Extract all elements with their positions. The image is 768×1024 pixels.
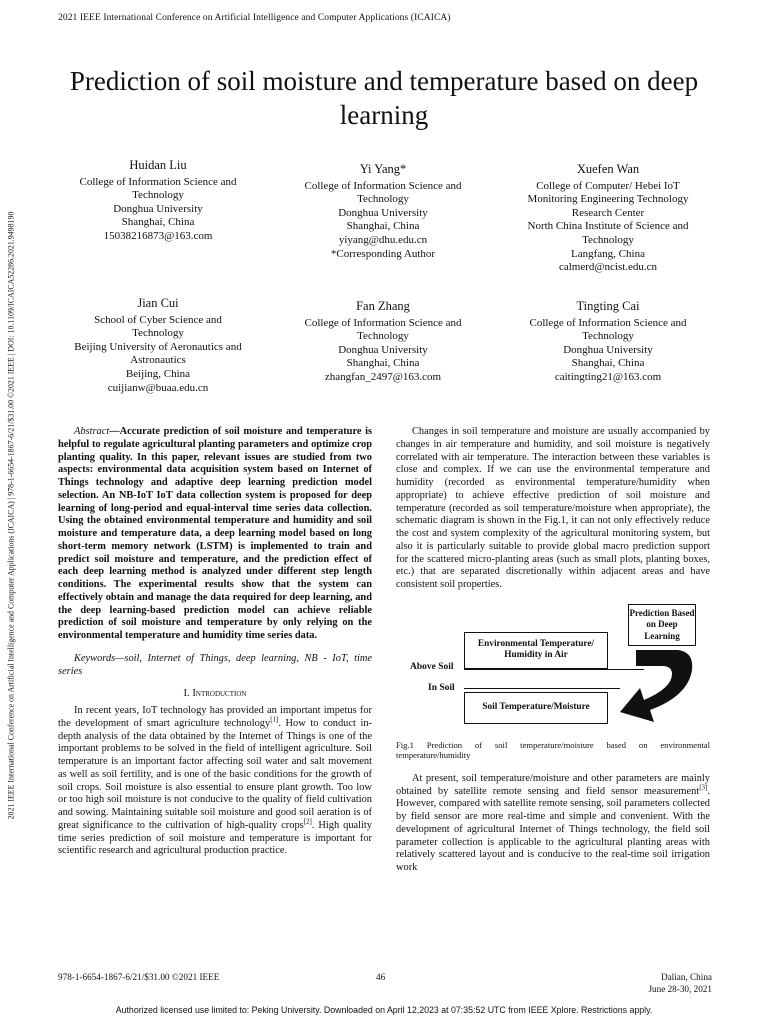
citation-ref[interactable]: [1] bbox=[270, 715, 279, 724]
page-number: 46 bbox=[376, 972, 386, 982]
author-affiliation-line: North China Institute of Science and bbox=[527, 220, 689, 233]
section-heading bbox=[58, 688, 372, 701]
author-email: yiyang@dhu.edu.cn bbox=[338, 233, 428, 246]
left-column bbox=[58, 426, 372, 858]
in-soil-label: In Soil bbox=[428, 682, 455, 693]
prediction-box: Prediction Based on Deep Learning bbox=[628, 604, 696, 646]
author-affiliation-line: Research Center bbox=[571, 206, 645, 219]
author-block bbox=[273, 300, 493, 385]
abstract-dash: — bbox=[109, 426, 120, 437]
prediction-arrow-icon bbox=[606, 644, 702, 734]
abstract bbox=[58, 426, 372, 643]
author-email: calmerd@ncist.edu.cn bbox=[558, 261, 658, 274]
footer-location: Dalian, China bbox=[660, 972, 712, 982]
author-block bbox=[498, 163, 718, 275]
author-affiliation-line: Shanghai, China bbox=[121, 216, 195, 229]
author-affiliation-line: College of Computer/ Hebei IoT bbox=[536, 179, 680, 192]
intro-paragraph bbox=[58, 705, 372, 858]
footer-venue bbox=[648, 971, 712, 995]
author-affiliation-line: College of Information Science and bbox=[304, 179, 462, 192]
body-paragraph: Changes in soil temperature and moisture are usually accompanied by changes in air temperature and humidity, and soil moisture is negatively correlated with air temperature. The interaction between these variables is close and complex. If we can use the environmental temperature and humidity (recorded as environmental temperature/humidity when appropriate) to achieve effective prediction of soil moisture and temperature (recorded as soil temperature/moisture when appropriate), the schematic diagram is shown in the Fig.1, it can not only effectively reduce the cost and system complexity of the agricultural monitoring system, but also it is particularly suitable to provide global macro prediction support for the scattered micro-planting areas (such as small plots, planting boxes, etc.) that are separated discretionally within adjacent areas and have consistent soil properties. bbox=[396, 426, 710, 590]
citation-ref[interactable]: [2] bbox=[303, 817, 312, 826]
citation-ref[interactable]: [3] bbox=[699, 783, 708, 792]
author-affiliation-line: Technology bbox=[582, 330, 634, 343]
footer-date: June 28-30, 2021 bbox=[648, 984, 712, 994]
author-affiliation-line: School of Cyber Science and bbox=[94, 313, 222, 326]
right-column bbox=[396, 426, 710, 875]
author-affiliation-line: Beijing, China bbox=[125, 367, 191, 380]
author-email: caitingting21@163.com bbox=[554, 370, 662, 383]
doi-side-text: 2021 IEEE International Conference on Artificial Intelligence and Computer Applications (ICAICA) | 978-1-6654-1867-6/21/$31.00 ©2021 IEEE | DOI: 10.1109/ICAICA52286.2021.9498190 bbox=[6, 211, 16, 819]
paper-title: Prediction of soil moisture and temperature based on deep learning bbox=[69, 66, 699, 130]
author-affiliation-line: Shanghai, China bbox=[346, 357, 420, 370]
author-affiliation-line: Technology bbox=[582, 233, 634, 246]
intro-text: . How to conduct in-depth analysis of the data obtained by the Internet of Things is one of the important problems to be solved in the field of intelligent agriculture. Soil temperature is an important factor affecting soil water and salt movement as well as soil fertility, and is one of the basic conditions for the growth of soil crops. Soil moisture is also essential to ensure plant growth. Too low or too high soil moisture is not conducive to the quality of field cultivation and sowing. Maintaining suitable soil moisture and good soil aeration is of great significance to the cultivation of high-quality crops bbox=[58, 717, 372, 831]
section-title: Introduction bbox=[192, 688, 247, 700]
author-email: cuijianw@buaa.edu.cn bbox=[107, 381, 209, 394]
author-name: Jian Cui bbox=[137, 296, 179, 310]
body-text: . However, compared with satellite remote sensing, soil parameters collected by field sensor are more real-time and simple and convenient. With the development of agricultural Internet of Things technology, the field soil parameter collection is applicable to the agricultural planting areas with relatively scattered layout and is conducive to the real-time soil irrigation work bbox=[396, 785, 710, 873]
author-block bbox=[273, 163, 493, 261]
author-affiliation-line: College of Information Science and bbox=[529, 316, 687, 329]
environment-box: Environmental Temperature/ Humidity in Air bbox=[464, 632, 608, 669]
author-affiliation-line: Donghua University bbox=[113, 202, 203, 215]
author-name: Yi Yang* bbox=[359, 162, 407, 176]
author-affiliation-line: Donghua University bbox=[338, 343, 428, 356]
author-affiliation-line: Langfang, China bbox=[571, 247, 645, 260]
figure-1-diagram bbox=[396, 604, 710, 734]
author-name: Tingting Cai bbox=[576, 299, 640, 313]
doi-side-stamp bbox=[4, 135, 18, 895]
author-affiliation-line: College of Information Science and bbox=[79, 175, 237, 188]
author-affiliation-line: Technology bbox=[132, 327, 184, 340]
author-affiliation-line: Donghua University bbox=[338, 206, 428, 219]
author-affiliation-line: Astronautics bbox=[130, 354, 186, 367]
author-affiliation-line: Technology bbox=[357, 193, 409, 206]
corresponding-author-note: *Corresponding Author bbox=[330, 247, 436, 260]
author-affiliation-line: College of Information Science and bbox=[304, 316, 462, 329]
author-name: Xuefen Wan bbox=[576, 162, 640, 176]
author-affiliation-line: Shanghai, China bbox=[346, 220, 420, 233]
soil-box: Soil Temperature/Moisture bbox=[464, 692, 608, 724]
section-number: I. bbox=[183, 688, 193, 700]
author-email: zhangfan_2497@163.com bbox=[324, 370, 442, 383]
author-block bbox=[498, 300, 718, 385]
author-affiliation-line: Shanghai, China bbox=[571, 357, 645, 370]
abstract-lead: Abstract bbox=[74, 426, 110, 437]
author-affiliation-line: Monitoring Engineering Technology bbox=[527, 193, 689, 206]
body-text: At present, soil temperature/moisture and other parameters are mainly obtained by satellite remote sensing and field sensor measurement bbox=[396, 772, 710, 797]
intro-text: . High quality time series prediction of soil moisture and temperature is important for scientific research and agricultural production practice. bbox=[58, 819, 372, 857]
license-notice: Authorized licensed use limited to: Peking University. Downloaded on April 12,2023 at 07:35:52 UTC from IEEE Xplore. Restrictions apply. bbox=[115, 1005, 653, 1015]
footer-copyright: 978-1-6654-1867-6/21/$31.00 ©2021 IEEE bbox=[58, 972, 220, 982]
figure-caption: Fig.1 Prediction of soil temperature/moisture based on environmental temperature/humidity bbox=[396, 739, 710, 761]
body-paragraph bbox=[396, 773, 710, 875]
keywords: Keywords—soil, Internet of Things, deep learning, NB - IoT, time series bbox=[58, 652, 372, 677]
author-affiliation-line: Technology bbox=[132, 189, 184, 202]
author-block bbox=[48, 297, 268, 395]
author-email: 15038216873@163.com bbox=[103, 229, 213, 242]
author-affiliation-line: Technology bbox=[357, 330, 409, 343]
above-soil-label: Above Soil bbox=[410, 661, 454, 672]
author-affiliation-line: Donghua University bbox=[563, 343, 653, 356]
author-name: Fan Zhang bbox=[356, 299, 410, 313]
intro-text: In recent years, IoT technology has provided an important impetus for the development of smart agriculture technology bbox=[58, 705, 372, 729]
abstract-text: Accurate prediction of soil moisture and temperature is helpful to regulate agricultural planting parameters and optimize crop planting quality. In this paper, relevant issues are studied from two aspects: environmental data acquisition system based on Internet of Things technology and adaptive deep learning prediction model selection. An NB-IoT IoT data collection system is proposed for deep learning of long-period and equal-interval time series data collection. Using the obtained environmental temperature and humidity and soil moisture and temperature data, a deep learning model based on long short-term memory network (LSTM) is implemented to train and predict soil moisture and temperature, and the prediction effect of each deep learning method is analyzed under different step length conditions. The experimental results show that the system can effectively obtain and manage the data required for deep learning, and the deep learning-based prediction model can achieve reliable prediction of soil moisture and temperature by only relying on the environmental temperature and humidity time series data. bbox=[58, 426, 372, 641]
author-affiliation-line: Beijing University of Aeronautics and bbox=[74, 340, 242, 353]
conference-header: 2021 IEEE International Conference on Artificial Intelligence and Computer Applications (ICAICA) bbox=[58, 13, 451, 23]
author-block bbox=[48, 159, 268, 244]
author-name: Huidan Liu bbox=[129, 158, 187, 172]
soil-interface-line bbox=[464, 688, 620, 689]
